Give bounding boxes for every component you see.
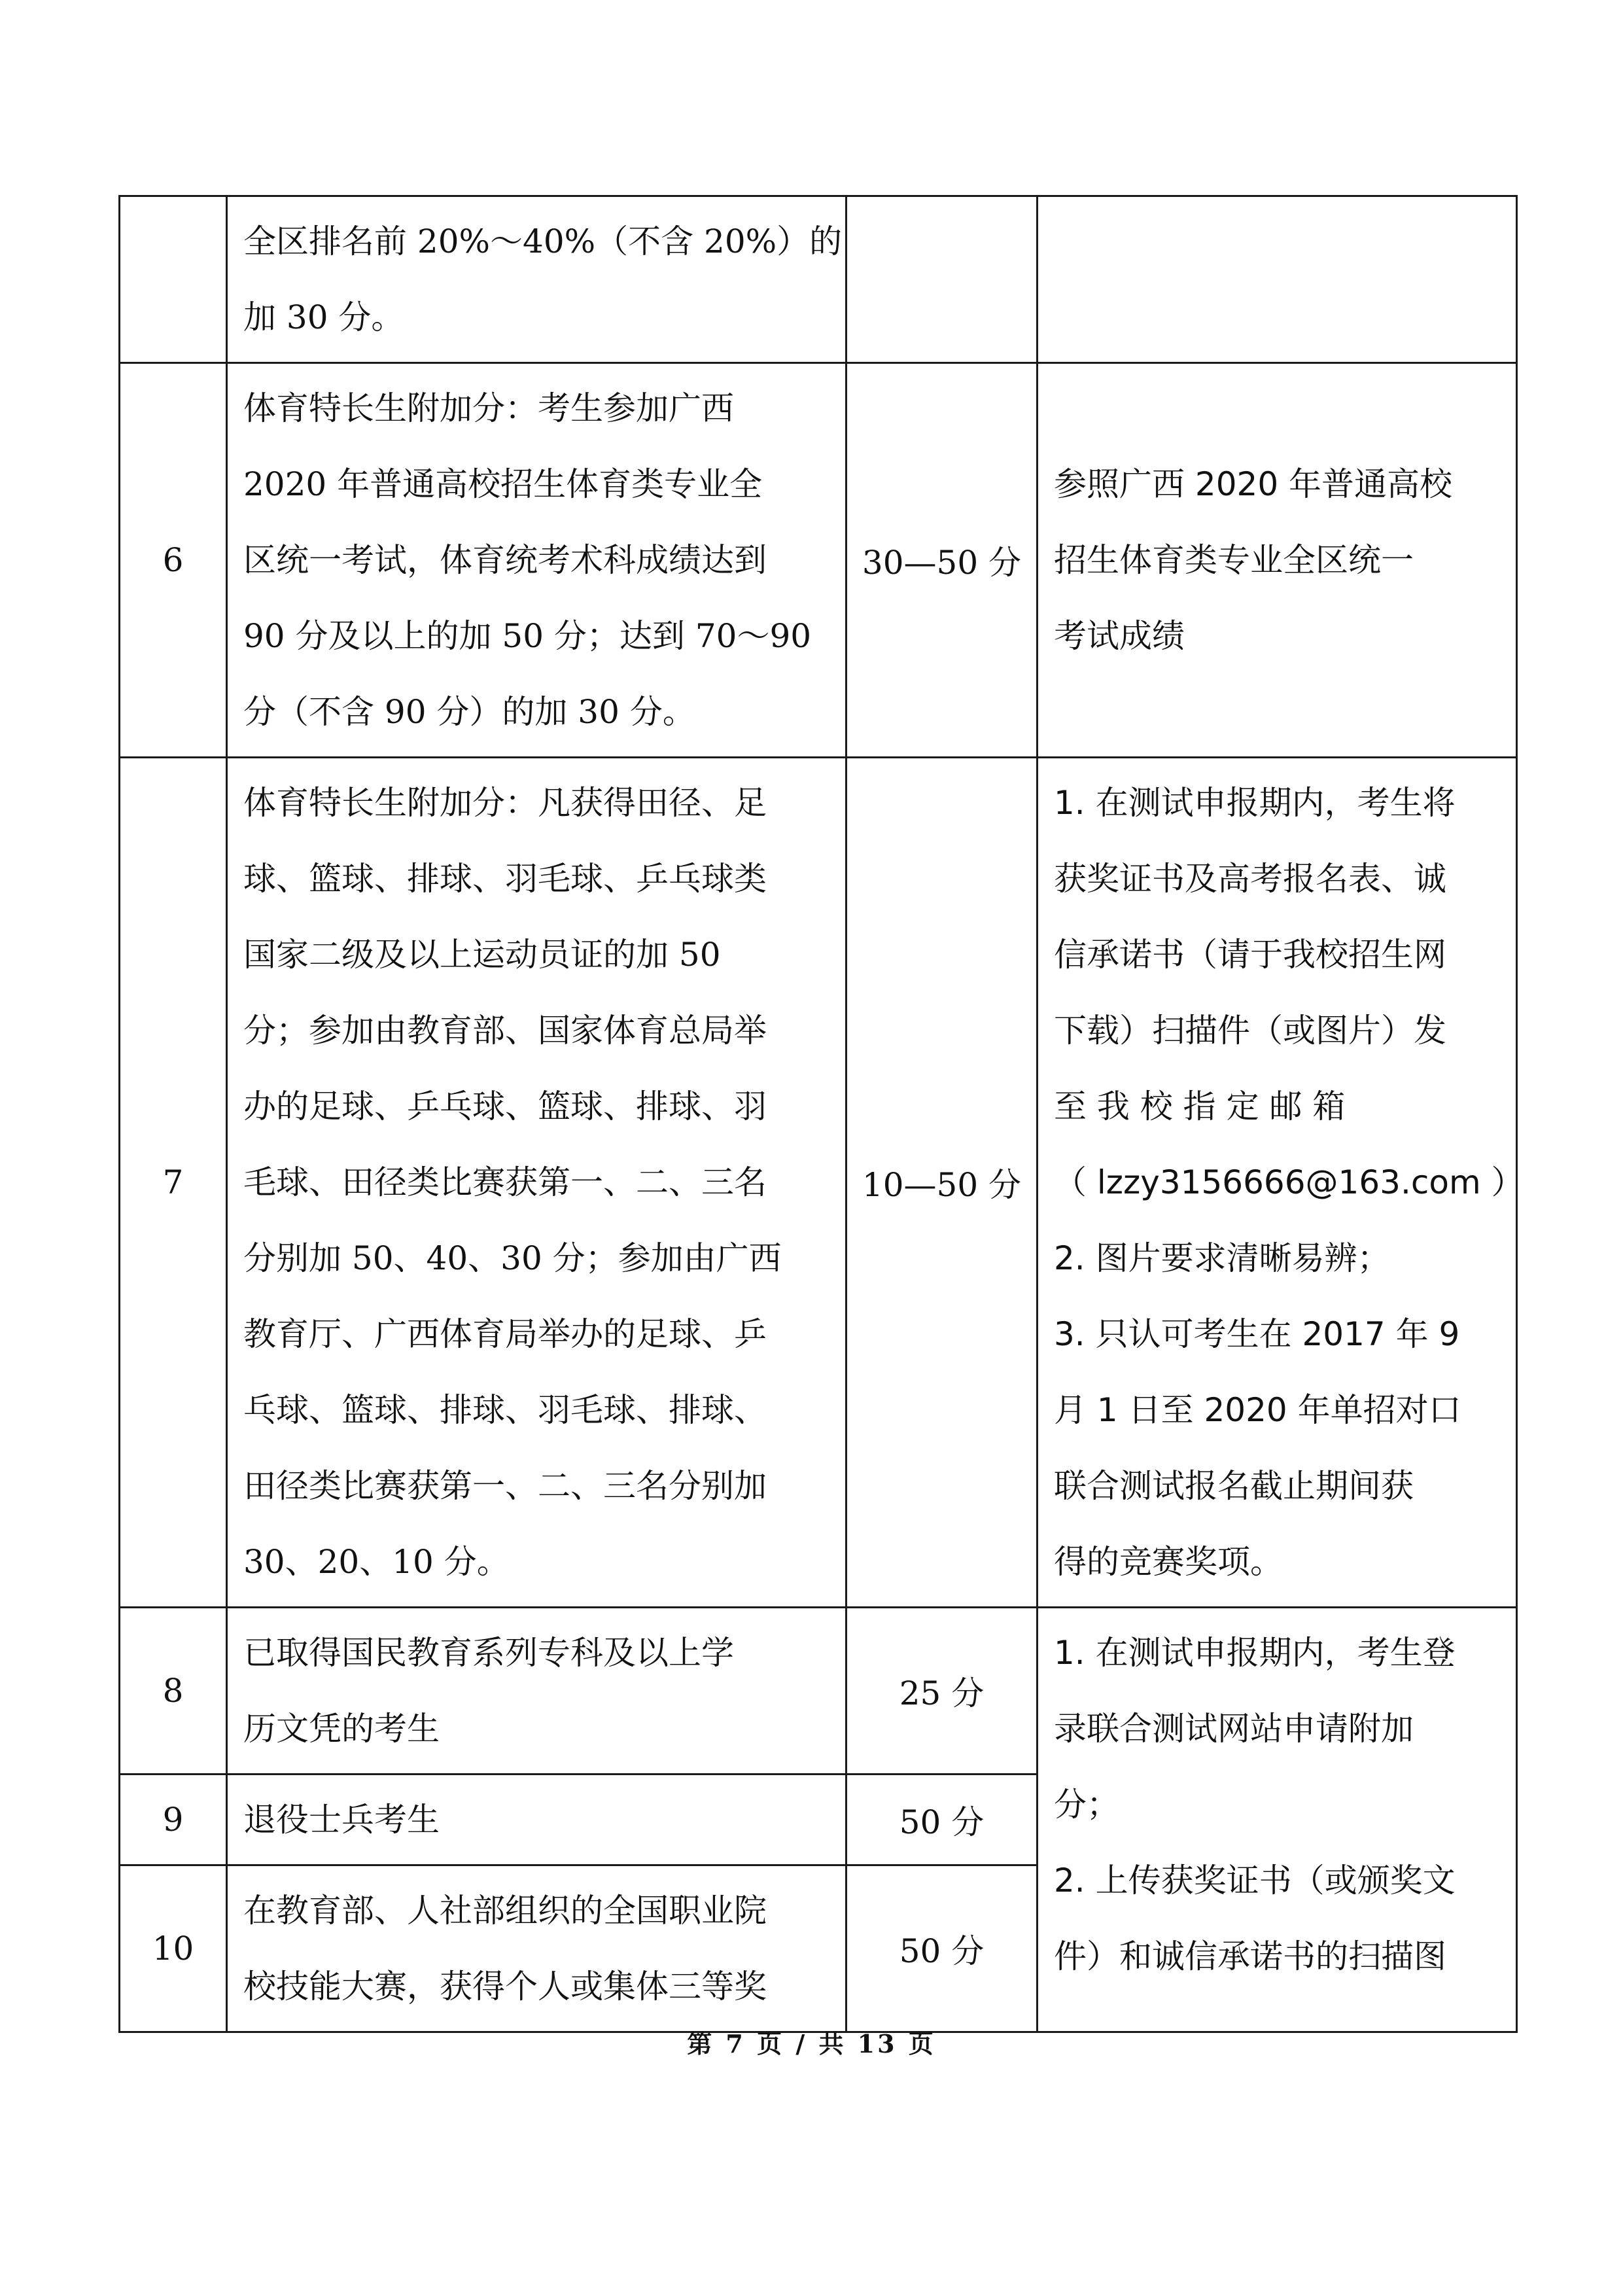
rule-line: 信承诺书（请于我校招生网	[1054, 936, 1446, 974]
row-points: 50 分	[846, 1865, 1038, 2032]
contact-email: （ lzzy3156666@163.com ）	[1054, 1163, 1524, 1201]
rule-line: 件）和诚信承诺书的扫描图	[1054, 1937, 1446, 1975]
row-number: 9	[120, 1775, 227, 1865]
row-description	[227, 758, 846, 1608]
rule-line: 参照广西 2020 年普通高校	[1054, 465, 1453, 503]
rule-line: 获奖证书及高考报名表、诚	[1054, 860, 1446, 898]
row-rule	[1038, 363, 1517, 758]
row-number	[120, 196, 227, 363]
description-line: 田径类比赛获第一、二、三名分别加	[243, 1467, 767, 1505]
row-points: 25 分	[846, 1608, 1038, 1775]
description-line: 体育特长生附加分：凡获得田径、足	[243, 784, 767, 822]
row-description	[227, 196, 846, 363]
row-number: 10	[120, 1865, 227, 2032]
description-line: 分别加 50、40、30 分；参加由广西	[243, 1239, 782, 1277]
page-footer	[0, 2024, 1623, 2060]
description-line: 乓球、篮球、排球、羽毛球、排球、	[243, 1391, 767, 1429]
description-line: 在教育部、人社部组织的全国职业院	[243, 1892, 767, 1930]
description-line: 球、篮球、排球、羽毛球、乒乓球类	[243, 860, 767, 898]
rule-line: 至 我 校 指 定 邮 箱	[1054, 1087, 1346, 1125]
description-line: 体育特长生附加分：考生参加广西	[243, 389, 734, 427]
row-number: 8	[120, 1608, 227, 1775]
rule-line: 联合测试报名截止期间获	[1054, 1467, 1414, 1505]
bonus-points-table	[118, 195, 1524, 2033]
description-line: 90 分及以上的加 50 分；达到 70～90	[243, 617, 812, 655]
row-description	[227, 363, 846, 758]
row-points: 30—50 分	[846, 363, 1038, 758]
description-line: 2020 年普通高校招生体育类专业全	[243, 465, 763, 503]
rule-line: 月 1 日至 2020 年单招对口	[1054, 1391, 1461, 1429]
page-number-label: 第 7 页 / 共 13 页	[687, 2029, 936, 2058]
description-line: 历文凭的考生	[243, 1710, 440, 1748]
description-line: 毛球、田径类比赛获第一、二、三名	[243, 1163, 767, 1201]
table-row	[120, 758, 1517, 1608]
description-line: 区统一考试，体育统考术科成绩达到	[243, 541, 767, 579]
table-row	[120, 196, 1517, 363]
row-points	[846, 196, 1038, 363]
rule-line: 2. 上传获奖证书（或颁奖文	[1054, 1862, 1456, 1899]
table-row	[120, 363, 1517, 758]
rule-line: 分；	[1054, 1786, 1119, 1824]
rule-line: 1. 在测试申报期内，考生登	[1054, 1634, 1456, 1672]
description-line: 30、20、10 分。	[243, 1543, 510, 1581]
row-rule	[1038, 758, 1524, 1608]
rule-line: 招生体育类专业全区统一	[1054, 541, 1414, 579]
row-number: 7	[120, 758, 227, 1608]
description-line: 教育厅、广西体育局举办的足球、乒	[243, 1315, 767, 1353]
description-line: 分（不含 90 分）的加 30 分。	[243, 693, 695, 731]
table-row	[120, 1608, 1517, 1775]
row-description	[227, 1865, 846, 2032]
description-line: 已取得国民教育系列专科及以上学	[243, 1634, 734, 1672]
row-number: 6	[120, 363, 227, 758]
row-points: 50 分	[846, 1775, 1038, 1865]
row-description	[227, 1775, 846, 1865]
description-line: 校技能大赛，获得个人或集体三等奖	[243, 1968, 767, 2005]
description-line: 加 30 分。	[243, 298, 404, 336]
description-line: 国家二级及以上运动员证的加 50	[243, 936, 721, 974]
row-rule	[1038, 196, 1517, 363]
rule-line: 2. 图片要求清晰易辨；	[1054, 1239, 1390, 1277]
description-line: 分；参加由教育部、国家体育总局举	[243, 1012, 767, 1050]
description-line: 办的足球、乒乓球、篮球、排球、羽	[243, 1087, 767, 1125]
shared-rule	[1038, 1608, 1517, 2032]
rule-line: 得的竞赛奖项。	[1054, 1543, 1283, 1581]
rule-line: 下载）扫描件（或图片）发	[1054, 1012, 1446, 1050]
rule-line: 录联合测试网站申请附加	[1054, 1710, 1414, 1748]
rule-line: 考试成绩	[1054, 617, 1185, 655]
rule-line: 3. 只认可考生在 2017 年 9	[1054, 1315, 1460, 1353]
row-points: 10—50 分	[846, 758, 1038, 1608]
description-line: 全区排名前 20%～40%（不含 20%）的	[243, 222, 843, 260]
description-line: 退役士兵考生	[243, 1801, 440, 1839]
rule-line: 1. 在测试申报期内，考生将	[1054, 784, 1456, 822]
row-description	[227, 1608, 846, 1775]
